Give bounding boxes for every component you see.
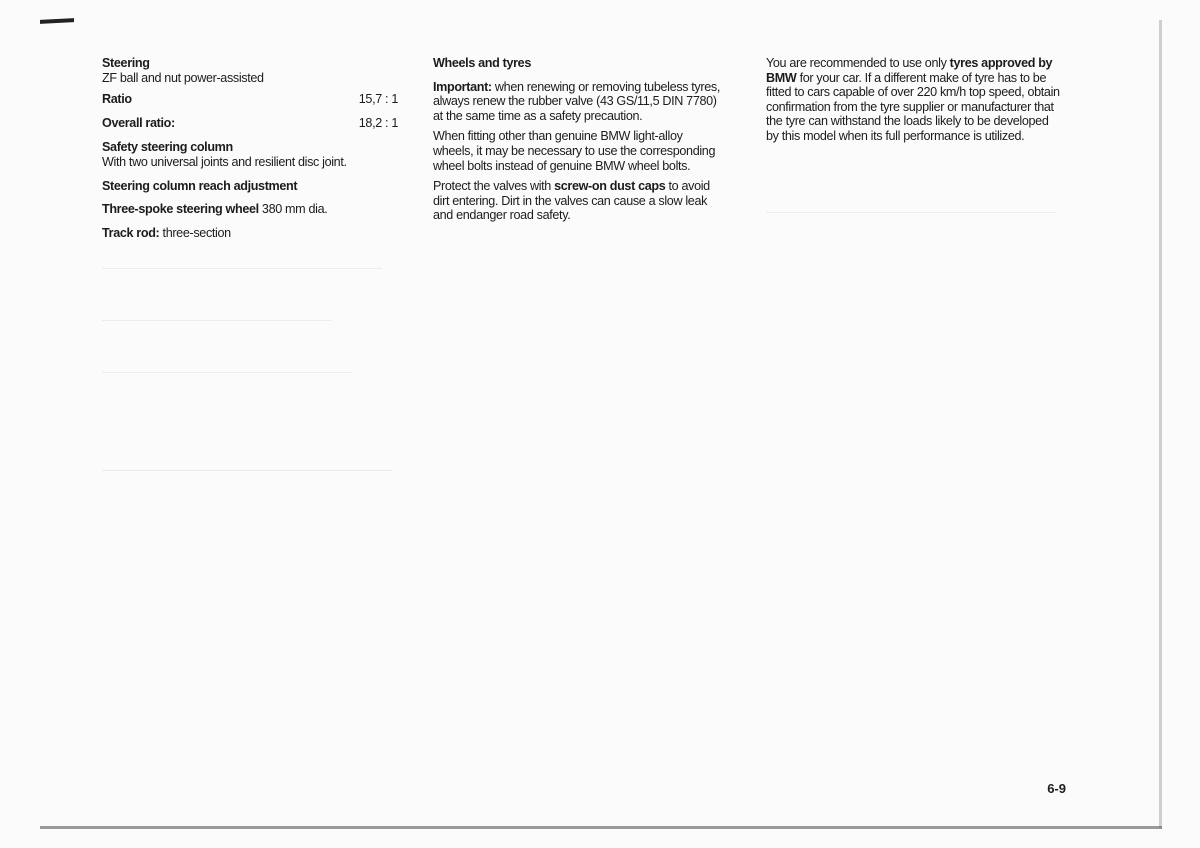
show-through-line (102, 320, 332, 321)
track-rod-line (102, 226, 400, 241)
tyre-valve-paragraph (433, 80, 725, 124)
show-through-line (102, 470, 392, 471)
tyre-valve-text: when renewing or removing tubeless tyres, always renew the rubber valve (43 GS/11,5 DIN 7780) at the same time as a safety precaution. (433, 79, 720, 123)
recommendation-bold: tyres approved by BMW (766, 56, 1053, 85)
dust-caps-paragraph (433, 179, 725, 223)
show-through-line (102, 372, 352, 373)
page-bottom-edge (40, 826, 1162, 829)
steering-wheel-value: 380 mm dia. (258, 202, 328, 217)
steering-description: ZF ball and nut power-assisted (102, 70, 264, 85)
recommendation-text-b: for your car. If a different make of tyre has to be fitted to cars capable of over 220 km/h top speed, obtain confirmation from the tyre supplier or manufacturer that the tyre can withstand the loads likely to be developed by this model when its full performance is utilized. (766, 70, 1060, 143)
ratio-label: Ratio (102, 92, 132, 107)
wheel-bolts-paragraph: When fitting other than genuine BMW light-alloy wheels, it may be necessary to use the corresponding wheel bolts instead of genuine BMW wheel bolts. (433, 129, 716, 173)
dust-caps-text-b: to avoid dirt entering. Dirt in the valves can cause a slow leak and endanger road safety. (433, 179, 710, 223)
overall-ratio-label: Overall ratio: (102, 115, 175, 130)
tyre-recommendation-paragraph (766, 56, 1062, 144)
ratio-value: 15,7 : 1 (358, 92, 398, 107)
tyre-recommendation-column (766, 56, 1062, 144)
steering-wheel-label: Three-spoke steering wheel (102, 202, 259, 217)
dust-caps-bold: screw-on dust caps (554, 179, 666, 194)
dust-caps-text-a: Protect the valves with (433, 179, 555, 194)
show-through-line (102, 268, 382, 269)
recommendation-text-a: You are recommended to use only (766, 56, 950, 70)
wheels-tyres-column (433, 56, 725, 229)
track-rod-label: Track rod: (102, 225, 160, 240)
overall-ratio-value: 18,2 : 1 (358, 115, 398, 130)
page-right-edge (1159, 20, 1162, 828)
important-label: Important: (433, 79, 492, 94)
safety-column-heading: Safety steering column (102, 140, 233, 155)
show-through-line (766, 212, 1056, 213)
overall-ratio-row (102, 116, 400, 131)
page-number: 6-9 (1047, 781, 1066, 796)
reach-adjustment-heading: Steering column reach adjustment (102, 178, 298, 193)
steering-heading: Steering (102, 56, 150, 70)
scan-edge-mark (40, 18, 74, 24)
steering-wheel-line (102, 202, 400, 217)
safety-column-description: With two universal joints and resilient disc joint. (102, 154, 347, 169)
wheels-tyres-heading: Wheels and tyres (433, 56, 531, 70)
steering-column (102, 56, 400, 245)
ratio-row (102, 92, 400, 107)
track-rod-value: three-section (159, 225, 231, 240)
